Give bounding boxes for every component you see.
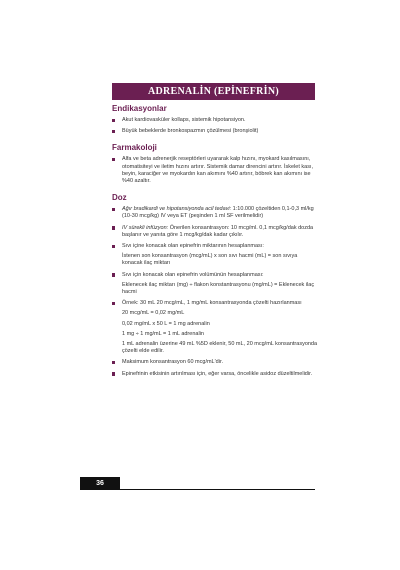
page-number: 36 <box>96 480 104 487</box>
square-bullet-icon <box>112 273 115 276</box>
list-item: Epinefrinin etkisinin artırılması için, eğer varsa, öncelikle asidoz düzeltilmelidir. <box>112 371 318 378</box>
content <box>112 104 318 386</box>
bullet-list <box>112 206 318 378</box>
page-number-tab <box>80 477 120 490</box>
square-bullet-icon <box>112 372 115 375</box>
section-doz <box>112 193 318 378</box>
list-item: Akut kardiovasküler kollaps, sistemik hipotansiyon. <box>112 117 318 124</box>
section-heading: Doz <box>112 193 127 203</box>
list-item: Sıvı içine konacak olan epinefrin miktarının hesaplanması: İstenen son konsantrasyon (mcg/mL) x son sıvı hacmi (mL) = son sıvıya konacak ilaç miktarı <box>112 243 318 268</box>
square-bullet-icon <box>112 302 115 305</box>
square-bullet-icon <box>112 208 115 211</box>
section-heading: Endikasyonlar <box>112 104 167 113</box>
list-item: Maksimum konsantrasyon 60 mcg/mL'dir. <box>112 359 318 366</box>
list-item: Örnek: 30 mL 20 mcg/mL, 1 mg/mL konsantrasyonda çözelti hazırlanması 20 mcg/mL = 0,02 mg/mL 0,02 mg/mL x 50 L = 1 mg adrenalin 1 mg ÷ 1 mg/mL = 1 mL adrenalin 1 mL adrenalin üzerine 49 mL %5D eklenir, 50 mL, 20 mcg/mL konsantrasyonda çözelti elde edilir. <box>112 300 318 355</box>
square-bullet-icon <box>112 158 115 161</box>
footer-rule <box>120 489 315 490</box>
list-item: IV sürekli infüzyon: Önerilen konsantrasyon: 10 mcg/ml. 0,1 mcg/kg/dak dozda başlanır ve yanıta göre 1 mcg/kg/dak kadar çıkılır. <box>112 225 318 239</box>
square-bullet-icon <box>112 245 115 248</box>
square-bullet-icon <box>112 361 115 364</box>
square-bullet-icon <box>112 119 115 122</box>
square-bullet-icon <box>112 226 115 229</box>
section-heading: Farmakoloji <box>112 143 157 153</box>
list-item: Büyük bebeklerde bronkospazmın çözülmesi (bronşiolit) <box>112 128 318 135</box>
section-farmakoloji <box>112 143 318 185</box>
square-bullet-icon <box>112 130 115 133</box>
section-endikasyonlar <box>112 104 318 135</box>
drug-title: ADRENALİN (EPİNEFRİN) <box>147 86 280 97</box>
drug-title-banner <box>112 83 315 100</box>
list-item: Sıvı için konacak olan epinefrin volümünün hesaplanması: Eklenecek ilaç miktarı (mg) ÷ flakon konstantrasyonu (mg/mL) = Eklenecek ilaç hacmi <box>112 272 318 297</box>
bullet-list <box>112 156 318 185</box>
bullet-list <box>112 117 318 135</box>
list-item: Alfa ve beta adrenerjik reseptörleri uyararak kalp hızını, myokard kasılmasını, otomatisiteyi ve iletim hızını artırır. Sistemik damar direncini artırır. İskelet kası, beyin, karaciğer ve myokardın kan akımını %40 artırır, böbrek kan akımını ise %40 azaltır. <box>112 156 318 185</box>
list-item: Ağır bradikardi ve hipotansiyonda acil tedavi: 1:10.000 çözeltiden 0,1-0,3 ml/kg (10-30 mcg/kg) IV veya ET (peşinden 1 ml SF verilmelidir) <box>112 206 318 220</box>
